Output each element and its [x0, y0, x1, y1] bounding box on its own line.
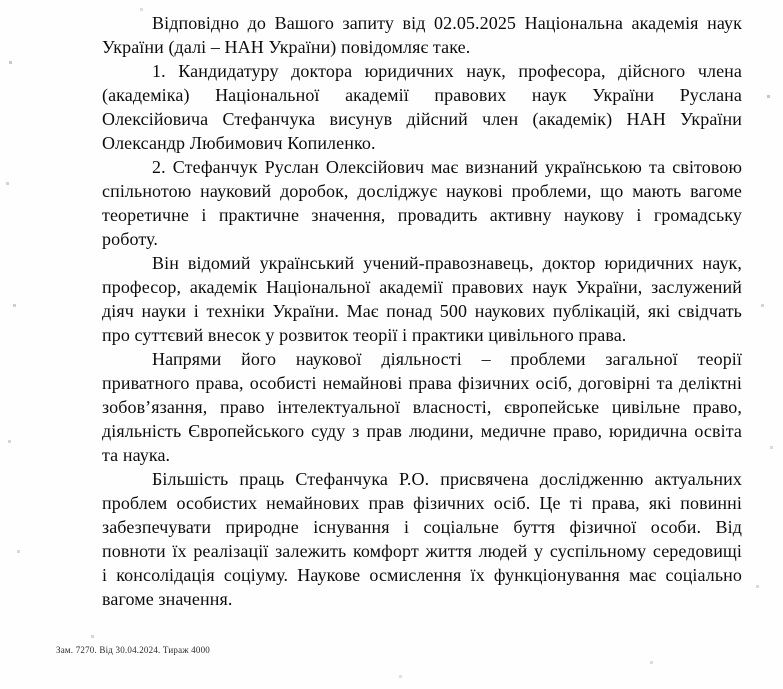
scan-noise: [0, 0, 1, 1]
text-line: спільнотою науковий доробок, досліджує наукові проблеми, що мають вагоме: [102, 181, 742, 201]
text-line: зобов’язання, право інтелектуальної власності, європейське цивільне право,: [102, 397, 742, 417]
text-line: приватного права, особисті немайнові права фізичних осіб, договірні та деліктні: [102, 373, 742, 393]
text-line: проблем особистих немайнових прав фізичних осіб. Це ті права, які повинні: [102, 493, 742, 513]
document-text: [102, 11, 742, 611]
text-line: вагоме значення.: [102, 589, 233, 609]
text-line: Олександр Любимович Копиленко.: [102, 133, 376, 153]
text-line: (академіка) Національної академії правових наук України Руслана: [102, 85, 742, 105]
text-line: Він відомий український учений-правознавець, доктор юридичних наук,: [152, 253, 742, 273]
text-line: Відповідно до Вашого запиту від 02.05.2025 Національна академія наук: [152, 13, 742, 33]
text-line: Напрями його наукової діяльності – проблеми загальної теорії: [152, 349, 742, 369]
text-line: 1. Кандидатуру доктора юридичних наук, професора, дійсного члена: [152, 61, 742, 81]
text-line: професор, академік Національної академії правових наук України, заслужений: [102, 277, 742, 297]
text-line: та наука.: [102, 445, 171, 465]
text-line: теоретичне і практичне значення, провадить активну наукову і громадську: [102, 205, 742, 225]
text-line: діяльність Європейського суду з прав людини, медичне право, юридична освіта: [102, 421, 742, 441]
text-line: Більшість праць Стефанчука Р.О. присвячена дослідженню актуальних: [152, 469, 742, 489]
text-line: діяч науки і техніки України. Має понад 500 наукових публікацій, які свідчать: [102, 301, 742, 321]
text-line: Олексійовича Стефанчука висунув дійсний член (академік) НАН України: [102, 109, 742, 129]
text-line: 2. Стефанчук Руслан Олексійович має визнаний українською та світовою: [152, 157, 742, 177]
text-line: і консолідація соціуму. Наукове осмислення їх функціонування має соціально: [102, 565, 742, 585]
print-info: Зам. 7270. Від 30.04.2024. Тираж 4000: [56, 645, 210, 655]
text-line: забезпечувати природне існування і соціальне буття фізичної особи. Від: [102, 517, 742, 537]
text-line: України (далі – НАН України) повідомляє таке.: [102, 37, 471, 57]
text-line: роботу.: [102, 229, 158, 249]
text-line: повноти їх реалізації залежить комфорт життя людей у суспільному середовищі: [102, 541, 742, 561]
text-line: про суттєвий внесок у розвиток теорії і практики цивільного права.: [102, 325, 627, 345]
